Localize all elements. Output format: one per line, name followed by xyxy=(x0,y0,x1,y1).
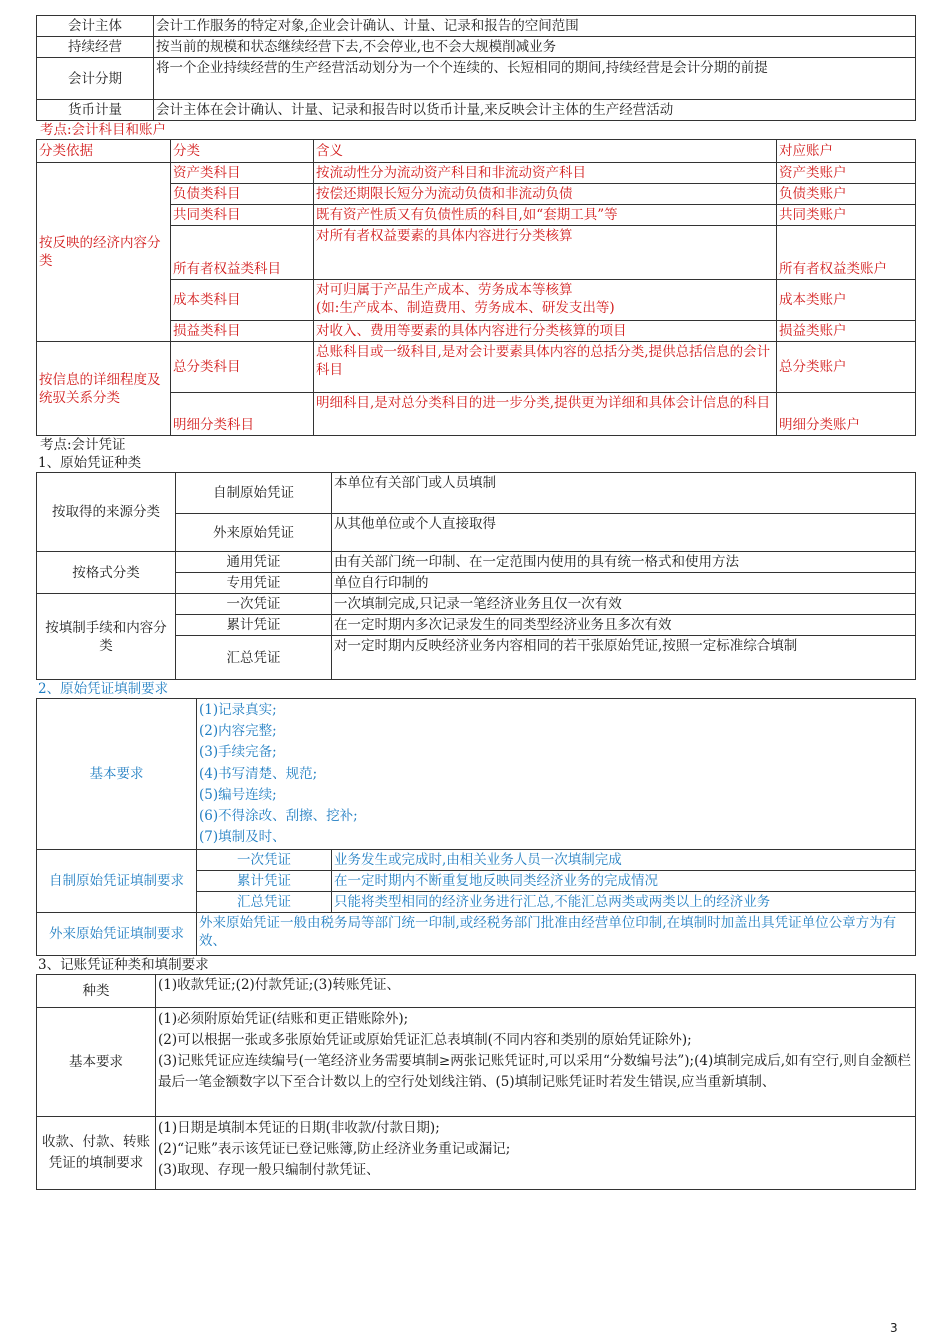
basis-cell: 按格式分类 xyxy=(37,552,176,594)
table-row xyxy=(37,975,916,1008)
table-row xyxy=(37,1117,916,1190)
subsection-title-3: 3、记账凭证种类和填制要求 xyxy=(38,957,209,974)
meaning-line: (如:生产成本、制造费用、劳务成本、研发支出等) xyxy=(316,300,615,316)
table-row xyxy=(37,594,916,615)
type-cell: 累计凭证 xyxy=(197,871,332,892)
type-cell: 资产类科目 xyxy=(171,163,314,184)
desc-cell xyxy=(156,1117,916,1190)
table-row xyxy=(37,473,916,514)
desc-cell: 会计主体在会计确认、计量、记录和报告时以货币计量,来反映会计主体的生产经营活动 xyxy=(154,100,916,121)
basis-cell: 按填制手续和内容分类 xyxy=(37,594,176,680)
requirement-line: (3)记账凭证应连续编号(一笔经济业务需要填制≥两张记账凭证时,可以采用“分数编号法”);(4)填制完成后,如有空行,则自金额栏最后一笔金额数字以下至合计数以上的空行处划线注销、(5)填制记账凭证时若发生错误,应当重新填制、 xyxy=(158,1053,911,1091)
type-cell: 损益类科目 xyxy=(171,321,314,342)
table-row xyxy=(37,342,916,393)
list-item: (6)不得涂改、刮擦、挖补; xyxy=(199,808,358,825)
meaning-cell: 按流动性分为流动资产科目和非流动资产科目 xyxy=(314,163,777,184)
desc-cell: 按当前的规模和状态继续经营下去,不会停业,也不会大规模削减业务 xyxy=(154,37,916,58)
desc-cell: 在一定时期内不断重复地反映同类经济业务的完成情况 xyxy=(332,871,916,892)
term-cell: 货币计量 xyxy=(37,100,154,121)
meaning-cell: 总账科目或一级科目,是对会计要素具体内容的总括分类,提供总括信息的会计科目 xyxy=(314,342,777,393)
header-type: 分类 xyxy=(171,140,314,163)
type-cell: 一次凭证 xyxy=(176,594,332,615)
account-cell: 成本类账户 xyxy=(777,280,916,321)
type-cell: 自制原始凭证 xyxy=(176,473,332,514)
table-row xyxy=(37,37,916,58)
term-cell: 会计主体 xyxy=(37,16,154,37)
list-item: (4)书写清楚、规范; xyxy=(199,765,318,782)
requirement-line: (3)取现、存现一般只编制付款凭证、 xyxy=(158,1162,380,1179)
list-item: (2)内容完整; xyxy=(199,723,277,740)
page-number: 3 xyxy=(890,1321,898,1335)
meaning-cell: 对收入、费用等要素的具体内容进行分类核算的项目 xyxy=(314,321,777,342)
desc-cell: 将一个企业持续经营的生产经营活动划分为一个个连续的、长短相同的期间,持续经营是会计分期的前提 xyxy=(154,58,916,100)
type-cell: 外来原始凭证 xyxy=(176,514,332,552)
meaning-line: 对可归属于产品生产成本、劳务成本等核算 xyxy=(316,282,573,298)
account-cell: 总分类账户 xyxy=(777,342,916,393)
basic-assumptions-table xyxy=(36,15,916,121)
meaning-cell: 对所有者权益要素的具体内容进行分类核算 xyxy=(314,226,777,280)
type-cell: 所有者权益类科目 xyxy=(171,226,314,280)
desc-cell: 只能将类型相同的经济业务进行汇总,不能汇总两类或两类以上的经济业务 xyxy=(332,892,916,913)
account-cell: 损益类账户 xyxy=(777,321,916,342)
table-row xyxy=(37,58,916,100)
meaning-cell: 既有资产性质又有负债性质的科目,如“套期工具”等 xyxy=(314,205,777,226)
requirement-line: (2)“记账”表示该凭证已登记账簿,防止经济业务重记或漏记; xyxy=(158,1141,511,1158)
type-cell: 总分类科目 xyxy=(171,342,314,393)
type-cell: 成本类科目 xyxy=(171,280,314,321)
type-cell: 负债类科目 xyxy=(171,184,314,205)
table-header-row xyxy=(37,140,916,163)
type-cell: 通用凭证 xyxy=(176,552,332,573)
table-row xyxy=(37,1008,916,1117)
type-cell: 共同类科目 xyxy=(171,205,314,226)
section-title-accounts: 考点:会计科目和账户 xyxy=(40,122,167,138)
subsection-title-1: 1、原始凭证种类 xyxy=(38,455,142,471)
type-cell: 明细分类科目 xyxy=(171,393,314,436)
label-cell: 种类 xyxy=(37,975,156,1008)
header-account: 对应账户 xyxy=(777,140,916,163)
section-title-vouchers: 考点:会计凭证 xyxy=(40,437,126,453)
subsection-title-2: 2、原始凭证填制要求 xyxy=(38,681,169,697)
header-basis: 分类依据 xyxy=(37,140,171,163)
requirement-line: (1)必须附原始凭证(结账和更正错账除外); xyxy=(158,1011,409,1028)
account-cell: 所有者权益类账户 xyxy=(777,226,916,280)
meaning-cell: 按偿还期限长短分为流动负债和非流动负债 xyxy=(314,184,777,205)
desc-cell: 从其他单位或个人直接取得 xyxy=(332,514,916,552)
account-cell: 共同类账户 xyxy=(777,205,916,226)
table-row xyxy=(37,552,916,573)
term-cell: 持续经营 xyxy=(37,37,154,58)
type-cell: 一次凭证 xyxy=(197,850,332,871)
basis-cell: 按反映的经济内容分类 xyxy=(37,163,171,342)
desc-cell: 一次填制完成,只记录一笔经济业务且仅一次有效 xyxy=(332,594,916,615)
account-cell: 负债类账户 xyxy=(777,184,916,205)
label-cell: 外来原始凭证填制要求 xyxy=(37,913,197,956)
desc-cell: 会计工作服务的特定对象,企业会计确认、计量、记录和报告的空间范围 xyxy=(154,16,916,37)
desc-cell: 外来原始凭证一般由税务局等部门统一印制,或经税务部门批准由经营单位印制,在填制时加盖出具凭证单位公章方为有效、 xyxy=(197,913,916,956)
document-page xyxy=(36,15,916,1190)
header-meaning: 含义 xyxy=(314,140,777,163)
label-cell: 收款、付款、转账凭证的填制要求 xyxy=(37,1117,156,1190)
list-item: (1)记录真实; xyxy=(199,702,277,718)
desc-cell xyxy=(156,1008,916,1117)
table-row xyxy=(37,913,916,956)
requirement-line: (2)可以根据一张或多张原始凭证或原始凭证汇总表填制(不同内容和类别的原始凭证除外); xyxy=(158,1032,692,1049)
original-voucher-requirements-table xyxy=(36,698,916,956)
desc-cell: 由有关部门统一印制、在一定范围内使用的具有统一格式和使用方法 xyxy=(332,552,916,573)
desc-cell: 业务发生或完成时,由相关业务人员一次填制完成 xyxy=(332,850,916,871)
account-cell: 明细分类账户 xyxy=(777,393,916,436)
list-item: (5)编号连续; xyxy=(199,786,277,803)
table-row xyxy=(37,850,916,871)
label-cell: 自制原始凭证填制要求 xyxy=(37,850,197,913)
type-cell: 累计凭证 xyxy=(176,615,332,636)
basic-requirements-list xyxy=(197,699,916,850)
label-cell: 基本要求 xyxy=(37,1008,156,1117)
table-row xyxy=(37,163,916,184)
list-item: (7)填制及时、 xyxy=(199,829,286,846)
type-cell: 汇总凭证 xyxy=(197,892,332,913)
meaning-cell xyxy=(314,280,777,321)
type-cell: 汇总凭证 xyxy=(176,636,332,680)
meaning-cell: 明细科目,是对总分类科目的进一步分类,提供更为详细和具体会计信息的科目 xyxy=(314,393,777,436)
desc-cell: 单位自行印制的 xyxy=(332,573,916,594)
basis-cell: 按取得的来源分类 xyxy=(37,473,176,552)
list-item: (3)手续完备; xyxy=(199,744,277,761)
label-cell: 基本要求 xyxy=(37,699,197,850)
table-row xyxy=(37,16,916,37)
account-cell: 资产类账户 xyxy=(777,163,916,184)
basis-cell: 按信息的详细程度及统驭关系分类 xyxy=(37,342,171,436)
table-row xyxy=(37,100,916,121)
original-voucher-types-table xyxy=(36,472,916,680)
desc-cell: 在一定时期内多次记录发生的同类型经济业务且多次有效 xyxy=(332,615,916,636)
table-row xyxy=(37,699,916,850)
requirement-line: (1)日期是填制本凭证的日期(非收款/付款日期); xyxy=(158,1120,440,1137)
desc-cell: 本单位有关部门或人员填制 xyxy=(332,473,916,514)
accounts-table xyxy=(36,139,916,436)
accounting-voucher-table xyxy=(36,974,916,1190)
type-cell: 专用凭证 xyxy=(176,573,332,594)
desc-cell: 对一定时期内反映经济业务内容相同的若干张原始凭证,按照一定标准综合填制 xyxy=(332,636,916,680)
term-cell: 会计分期 xyxy=(37,58,154,100)
desc-cell: (1)收款凭证;(2)付款凭证;(3)转账凭证、 xyxy=(156,975,916,1008)
